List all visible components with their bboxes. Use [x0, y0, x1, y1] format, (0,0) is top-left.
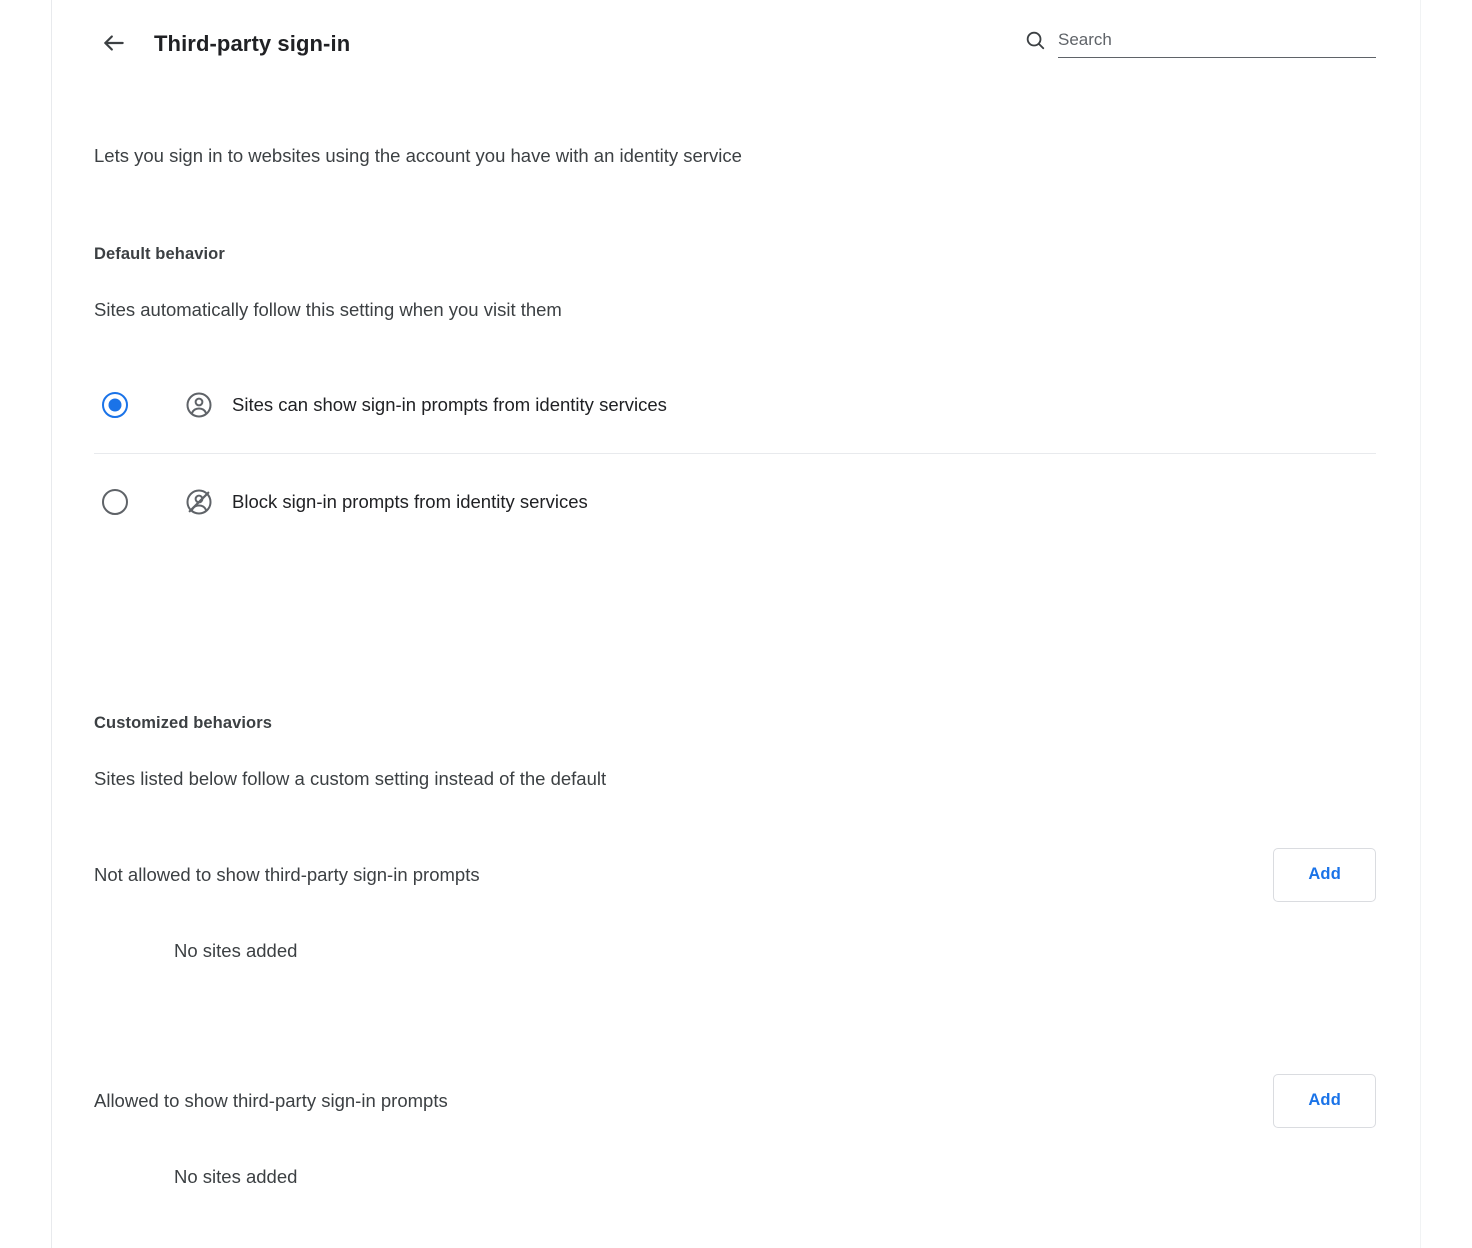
radio-option-allow[interactable] — [94, 357, 1376, 453]
customized-behaviors-title: Customized behaviors — [94, 713, 273, 732]
page-title: Third-party sign-in — [154, 31, 351, 56]
default-behavior-radio-group — [94, 357, 1376, 550]
left-gutter — [0, 0, 52, 1248]
radio-block-indicator[interactable] — [102, 489, 128, 515]
add-allowed-button[interactable]: Add — [1273, 1074, 1376, 1128]
radio-allow-indicator[interactable] — [102, 392, 128, 418]
add-not-allowed-button[interactable]: Add — [1273, 848, 1376, 902]
radio-option-block[interactable] — [94, 453, 1376, 550]
allowed-empty-note: No sites added — [174, 1165, 298, 1187]
search-icon — [1024, 29, 1046, 56]
section-spacer — [94, 550, 1376, 638]
search-bar[interactable] — [1024, 26, 1376, 62]
allowed-group-label: Allowed to show third-party sign-in prompts — [94, 1089, 448, 1111]
not-allowed-empty-note: No sites added — [174, 939, 298, 961]
radio-option-allow-label: Sites can show sign-in prompts from identity services — [232, 393, 667, 415]
default-behavior-subtitle: Sites automatically follow this setting when you visit them — [94, 298, 562, 320]
not-allowed-group-label: Not allowed to show third-party sign-in prompts — [94, 863, 480, 885]
page-header — [53, 0, 1420, 88]
not-allowed-group-header — [94, 848, 1376, 902]
back-button[interactable] — [94, 24, 134, 64]
account-circle-icon — [184, 390, 214, 420]
arrow-back-icon — [101, 30, 127, 59]
settings-body — [53, 144, 1420, 1188]
intro-description: Lets you sign in to websites using the account you have with an identity service — [94, 145, 742, 166]
group-spacer — [94, 962, 1376, 1016]
right-gutter — [1420, 0, 1472, 1248]
customized-behaviors-subtitle: Sites listed below follow a custom setting instead of the default — [94, 767, 607, 789]
default-behavior-title: Default behavior — [94, 244, 225, 263]
account-circle-blocked-icon — [184, 487, 214, 517]
allowed-group-header — [94, 1074, 1376, 1128]
settings-content — [53, 0, 1420, 1248]
search-input[interactable] — [1058, 26, 1376, 58]
radio-option-block-label: Block sign-in prompts from identity services — [232, 490, 588, 512]
